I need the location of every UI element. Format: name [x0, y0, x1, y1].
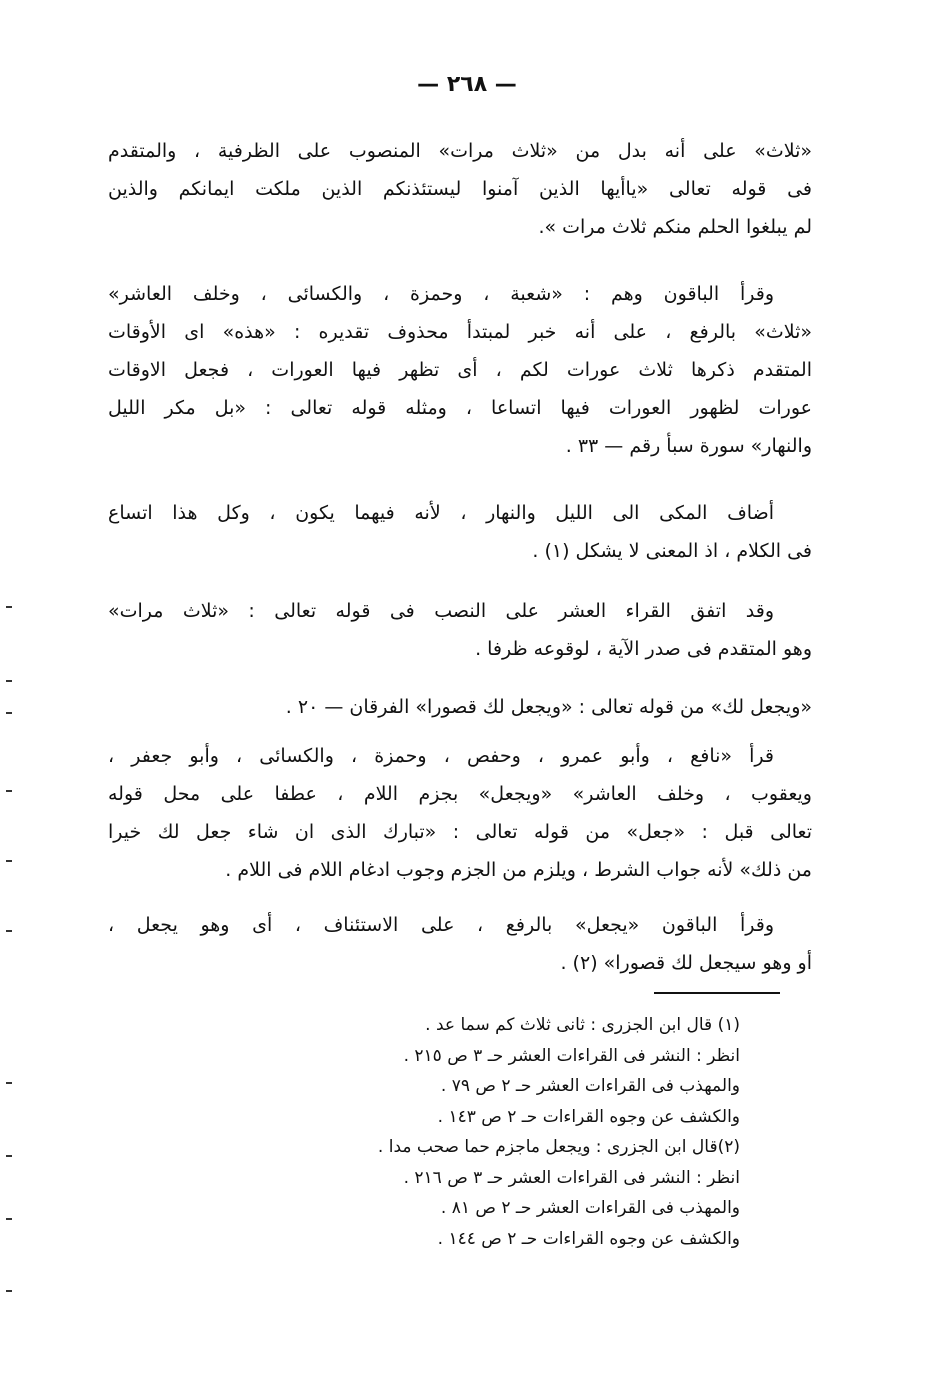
scan-speck	[6, 606, 12, 608]
text-line: أو وهو سيجعل لك قصورا» (٢) .	[560, 952, 812, 974]
text-line: «ويجعل لك» من قوله تعالى : «ويجعل لك قصورا» الفرقان — ٢٠ .	[285, 696, 812, 718]
scan-speck	[6, 790, 12, 792]
footnote-line: والمهذب فى القراءات العشر حـ ٢ ص ٧٩ .	[440, 1076, 740, 1096]
scan-speck	[6, 1218, 12, 1220]
scan-speck	[6, 680, 12, 682]
text-line: المتقدم ذكرها ثلاث عورات لكم ، أى تظهر فيها العورات ، فجعل الاوقات	[108, 359, 812, 381]
text-line: وقرأ الباقون وهم : «شعبة ، وحمزة ، والكسائى ، وخلف العاشر»	[108, 283, 774, 305]
text-line: قرأ «نافع ، وأبو عمرو ، وحفص ، وحمزة ، والكسائى ، وأبو جعفر ،	[108, 745, 774, 767]
scan-speck	[6, 1155, 12, 1157]
footnote-line: انظر : النشر فى القراءات العشر حـ ٣ ص ٢١٥ .	[403, 1045, 740, 1066]
footnote-line: انظر : النشر فى القراءات العشر حـ ٣ ص ٢١٦ .	[403, 1167, 740, 1188]
text-line: عورات لظهور العورات فيها اتساعا ، ومثله قوله تعالى : «بل مكر الليل	[108, 397, 812, 419]
text-line: «ثلاث» على أنه بدل من «ثلاث مرات» المنصوب على الظرفية ، والمتقدم	[108, 140, 812, 162]
scan-speck	[6, 1082, 12, 1084]
page-number: — ٢٦٨ —	[417, 72, 517, 97]
scan-speck	[6, 1290, 12, 1292]
footnote-line: (٢)قال ابن الجزرى : ويجعل ماجزم حما صحب مدا .	[377, 1137, 740, 1157]
footnote-separator	[654, 992, 780, 994]
paragraph-1	[108, 132, 812, 246]
text-line: تعالى قبل : «جعل» من قوله تعالى : «تبارك الذى ان شاء جعل لك خيرا	[108, 821, 812, 843]
text-line: فى قوله تعالى «ياأيها الذين آمنوا ليستئذنكم الذين ملكت ايمانكم والذين	[108, 178, 812, 200]
paragraph-7	[108, 906, 812, 982]
text-line: ويعقوب ، وخلف العاشر» «ويجعل» بجزم اللام ، عطفا على محل قوله	[108, 783, 812, 805]
text-line: لم يبلغوا الحلم منكم ثلاث مرات ».	[538, 216, 812, 238]
footnote-line: والكشف عن وجوه القراءات حـ ٢ ص ١٤٤ .	[437, 1228, 740, 1249]
footnote-line: والمهذب فى القراءات العشر حـ ٢ ص ٨١ .	[440, 1198, 740, 1218]
scan-speck	[6, 712, 12, 714]
text-line: والنهار» سورة سبأ رقم — ٣٣ .	[565, 435, 812, 457]
scan-speck	[6, 860, 12, 862]
footnote-line: (١) قال ابن الجزرى : ثانى ثلاث كم سما عد .	[425, 1015, 740, 1035]
paragraph-2	[108, 275, 812, 465]
text-line: أضاف المكى الى الليل والنهار ، لأنه فيهما يكون ، وكل هذا اتساع	[108, 502, 774, 524]
paragraph-5	[108, 688, 812, 726]
text-line: وقرأ الباقون «يجعل» بالرفع ، على الاستئناف ، أى وهو يجعل ،	[108, 914, 774, 936]
text-line: «ثلاث» بالرفع ، على أنه خبر لمبتدأ محذوف تقديره : «هذه» اى الأوقات	[108, 321, 812, 343]
text-line: وقد اتفق القراء العشر على النصب فى قوله تعالى : «ثلاث مرات»	[108, 600, 774, 622]
text-line: وهو المتقدم فى صدر الآية ، لوقوعه ظرفا .	[475, 638, 812, 660]
footnotes	[250, 1010, 740, 1254]
paragraph-6	[108, 737, 812, 889]
scan-speck	[6, 930, 12, 932]
text-line: فى الكلام ، اذ المعنى لا يشكل (١) .	[532, 540, 812, 562]
paragraph-3	[108, 494, 812, 570]
footnote-line: والكشف عن وجوه القراءات حـ ٢ ص ١٤٣ .	[437, 1106, 740, 1127]
text-line: من ذلك» لأنه جواب الشرط ، ويلزم من الجزم وجوب ادغام اللام فى اللام .	[225, 859, 812, 881]
paragraph-4	[108, 592, 812, 668]
